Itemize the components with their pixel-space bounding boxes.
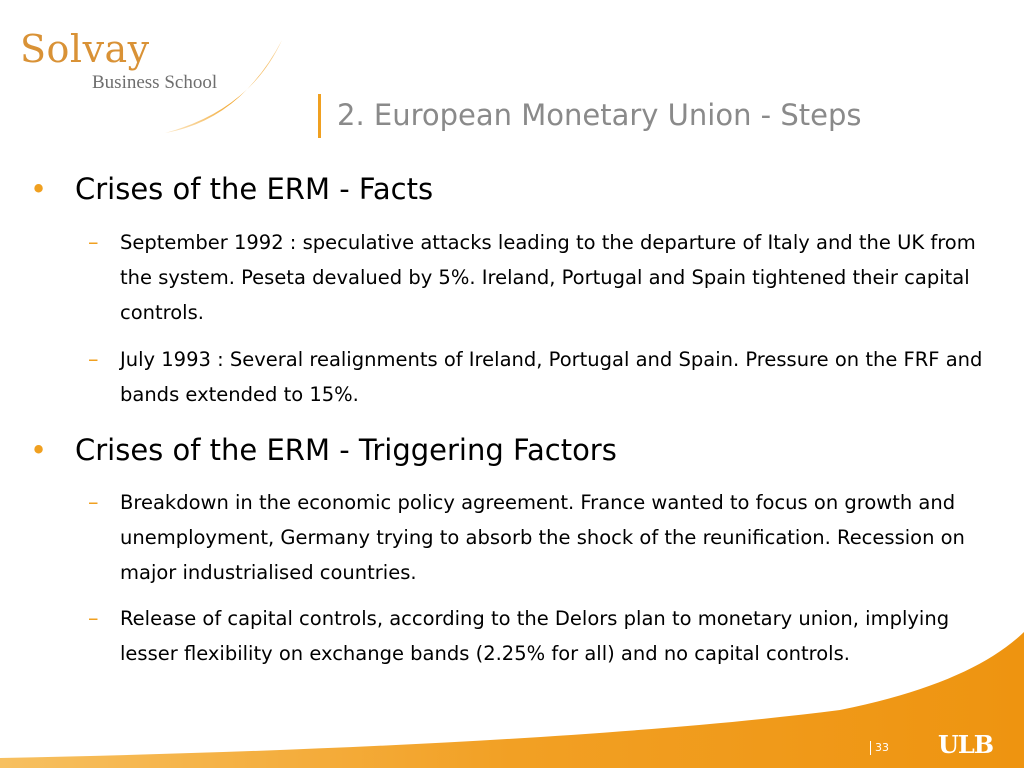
slide-title: 2. European Monetary Union - Steps [337, 98, 862, 132]
sub-item-text: September 1992 : speculative attacks leading to the departure of Italy and the UK from the system. Peseta devalued by 5%. Ireland, Portugal and Spain tightened their capital controls. [120, 231, 976, 324]
sub-item-text: July 1993 : Several realignments of Ireland, Portugal and Spain. Pressure on the FRF and bands extended to 15%. [120, 348, 983, 406]
bullet-heading: Crises of the ERM - Triggering Factors [75, 433, 617, 467]
page-number: 33 [875, 741, 889, 754]
ulb-logo: ULB [938, 730, 994, 759]
dash-icon: – [88, 347, 99, 371]
sub-item-text: Release of capital controls, according to the Delors plan to monetary union, implying lesser flexibility on exchange bands (2.25% for all) and no capital controls. [120, 607, 950, 665]
dash-icon: – [88, 230, 99, 254]
logo-business-school-text: Business School [92, 72, 218, 93]
bullet-heading: Crises of the ERM - Facts [75, 172, 434, 206]
sub-item-text: Breakdown in the economic policy agreement. France wanted to focus on growth and unemployment, Germany trying to absorb the shock of the reunification. Recession on major industrialised countries. [120, 491, 965, 584]
footer-wave-shape [0, 560, 1024, 768]
bullet-icon: • [30, 433, 48, 467]
logo-solvay-text: Solvay [20, 27, 150, 71]
page-number-divider [870, 741, 871, 755]
solvay-logo [0, 0, 300, 145]
title-accent-bar [318, 94, 321, 138]
bullet-icon: • [30, 172, 48, 206]
dash-icon: – [88, 490, 99, 514]
dash-icon: – [88, 606, 99, 630]
